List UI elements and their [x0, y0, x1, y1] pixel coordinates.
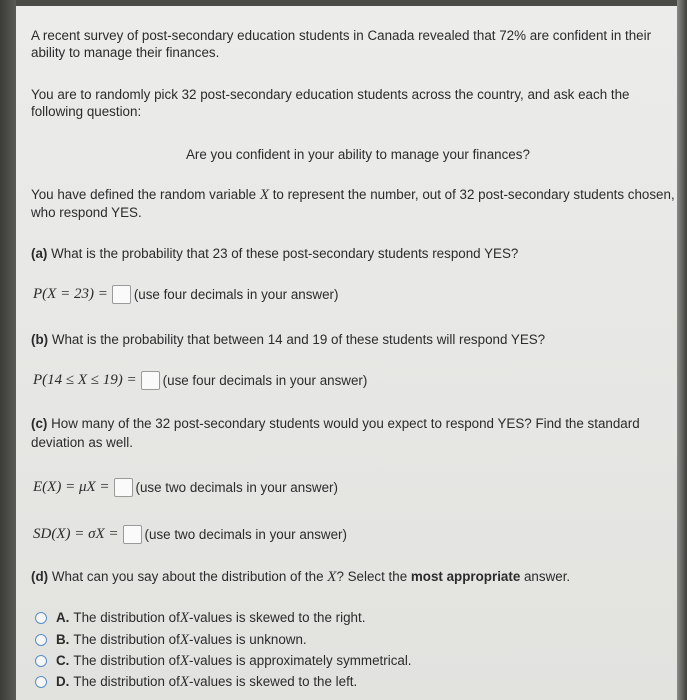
option-b[interactable]: [35, 631, 307, 649]
definition-line-1: [31, 185, 675, 205]
instruction-line-2: following question:: [31, 104, 142, 119]
part-a-text: What is the probability that 23 of these post-secondary students respond YES?: [51, 246, 519, 261]
option-a-radio[interactable]: [35, 612, 47, 624]
part-c-mean-input[interactable]: [114, 478, 133, 497]
option-c-text: The distribution of: [73, 653, 180, 668]
part-c-mean-hint: (use two decimals in your answer): [135, 480, 338, 495]
part-c-sd-input[interactable]: [123, 525, 142, 544]
part-c-label: (c): [31, 416, 48, 431]
intro-line-2: ability to manage their finances.: [31, 45, 220, 60]
part-c-question-line-1: [31, 414, 640, 433]
instruction-line-1: You are to randomly pick 32 post-secondary education students across the country, and ask each the: [31, 87, 630, 102]
part-a-label: (a): [31, 246, 48, 261]
part-b-label: (b): [31, 332, 49, 347]
option-c-text-post: -values is approximately symmetrical.: [189, 653, 412, 668]
option-c-var: X: [179, 653, 190, 669]
part-d-label: (d): [31, 569, 49, 584]
part-d-text-mid: ? Select the: [336, 569, 411, 584]
part-c-mean-row: [33, 478, 338, 497]
option-a-text-post: -values is skewed to the right.: [189, 610, 366, 625]
part-c-sd-formula: SD(X) = σX =: [33, 526, 119, 542]
option-c[interactable]: [35, 652, 412, 670]
definition-line-2: who respond YES.: [31, 205, 142, 220]
option-a-letter: A.: [56, 610, 70, 625]
option-d-var: X: [179, 674, 190, 690]
option-d-radio[interactable]: [35, 676, 47, 688]
part-d-text-post: answer.: [520, 569, 571, 584]
option-c-letter: C.: [56, 653, 70, 668]
part-d-emphasis: most appropriate: [410, 569, 521, 584]
part-c-text: How many of the 32 post-secondary students would you expect to respond YES? Find the standard: [51, 416, 640, 431]
option-d-letter: D.: [56, 674, 70, 689]
option-b-text-post: -values is unknown.: [189, 632, 307, 647]
option-c-radio[interactable]: [35, 655, 47, 667]
option-a-text: The distribution of: [73, 610, 180, 625]
part-b-question: [31, 330, 545, 349]
part-a-question: [31, 244, 518, 263]
part-b-formula: P(14 ≤ X ≤ 19) =: [33, 372, 137, 388]
option-b-letter: B.: [56, 632, 70, 647]
part-d-variable: X: [327, 569, 337, 585]
survey-question: Are you confident in your ability to manage your finances?: [186, 147, 530, 162]
monitor-bezel-top: [0, 0, 687, 6]
part-a-hint: (use four decimals in your answer): [133, 287, 339, 302]
part-a-answer-input[interactable]: [112, 285, 131, 304]
part-c-question-line-2: deviation as well.: [31, 435, 133, 450]
option-d[interactable]: [35, 673, 357, 691]
option-d-text: The distribution of: [73, 674, 180, 689]
option-b-text: The distribution of: [73, 632, 180, 647]
part-b-text: What is the probability that between 14 and 19 of these students will respond YES?: [51, 332, 546, 347]
monitor-bezel-right: [677, 0, 687, 700]
part-b-answer-row: [33, 371, 367, 390]
definition-text-post: to represent the number, out of 32 post-secondary students chosen,: [268, 187, 675, 202]
definition-text: You have defined the random variable: [31, 187, 260, 202]
part-b-answer-input[interactable]: [141, 371, 160, 390]
part-d-question: [31, 567, 570, 587]
part-c-mean-formula: E(X) = μX =: [33, 479, 110, 495]
option-d-text-post: -values is skewed to the left.: [189, 674, 358, 689]
variable-x: X: [259, 187, 269, 203]
part-b-hint: (use four decimals in your answer): [162, 373, 368, 388]
intro-line-1: A recent survey of post-secondary education students in Canada revealed that 72% are confident in their: [31, 28, 652, 43]
monitor-bezel-left: [0, 0, 16, 700]
part-c-sd-hint: (use two decimals in your answer): [144, 527, 347, 542]
part-a-answer-row: [33, 285, 338, 304]
part-a-formula: P(X = 23) =: [33, 286, 108, 302]
option-a[interactable]: [35, 609, 365, 627]
part-d-text-pre: What can you say about the distribution of the: [51, 569, 328, 584]
option-b-radio[interactable]: [35, 634, 47, 646]
part-c-sd-row: [33, 525, 347, 544]
option-b-var: X: [179, 632, 190, 648]
option-a-var: X: [179, 610, 190, 626]
